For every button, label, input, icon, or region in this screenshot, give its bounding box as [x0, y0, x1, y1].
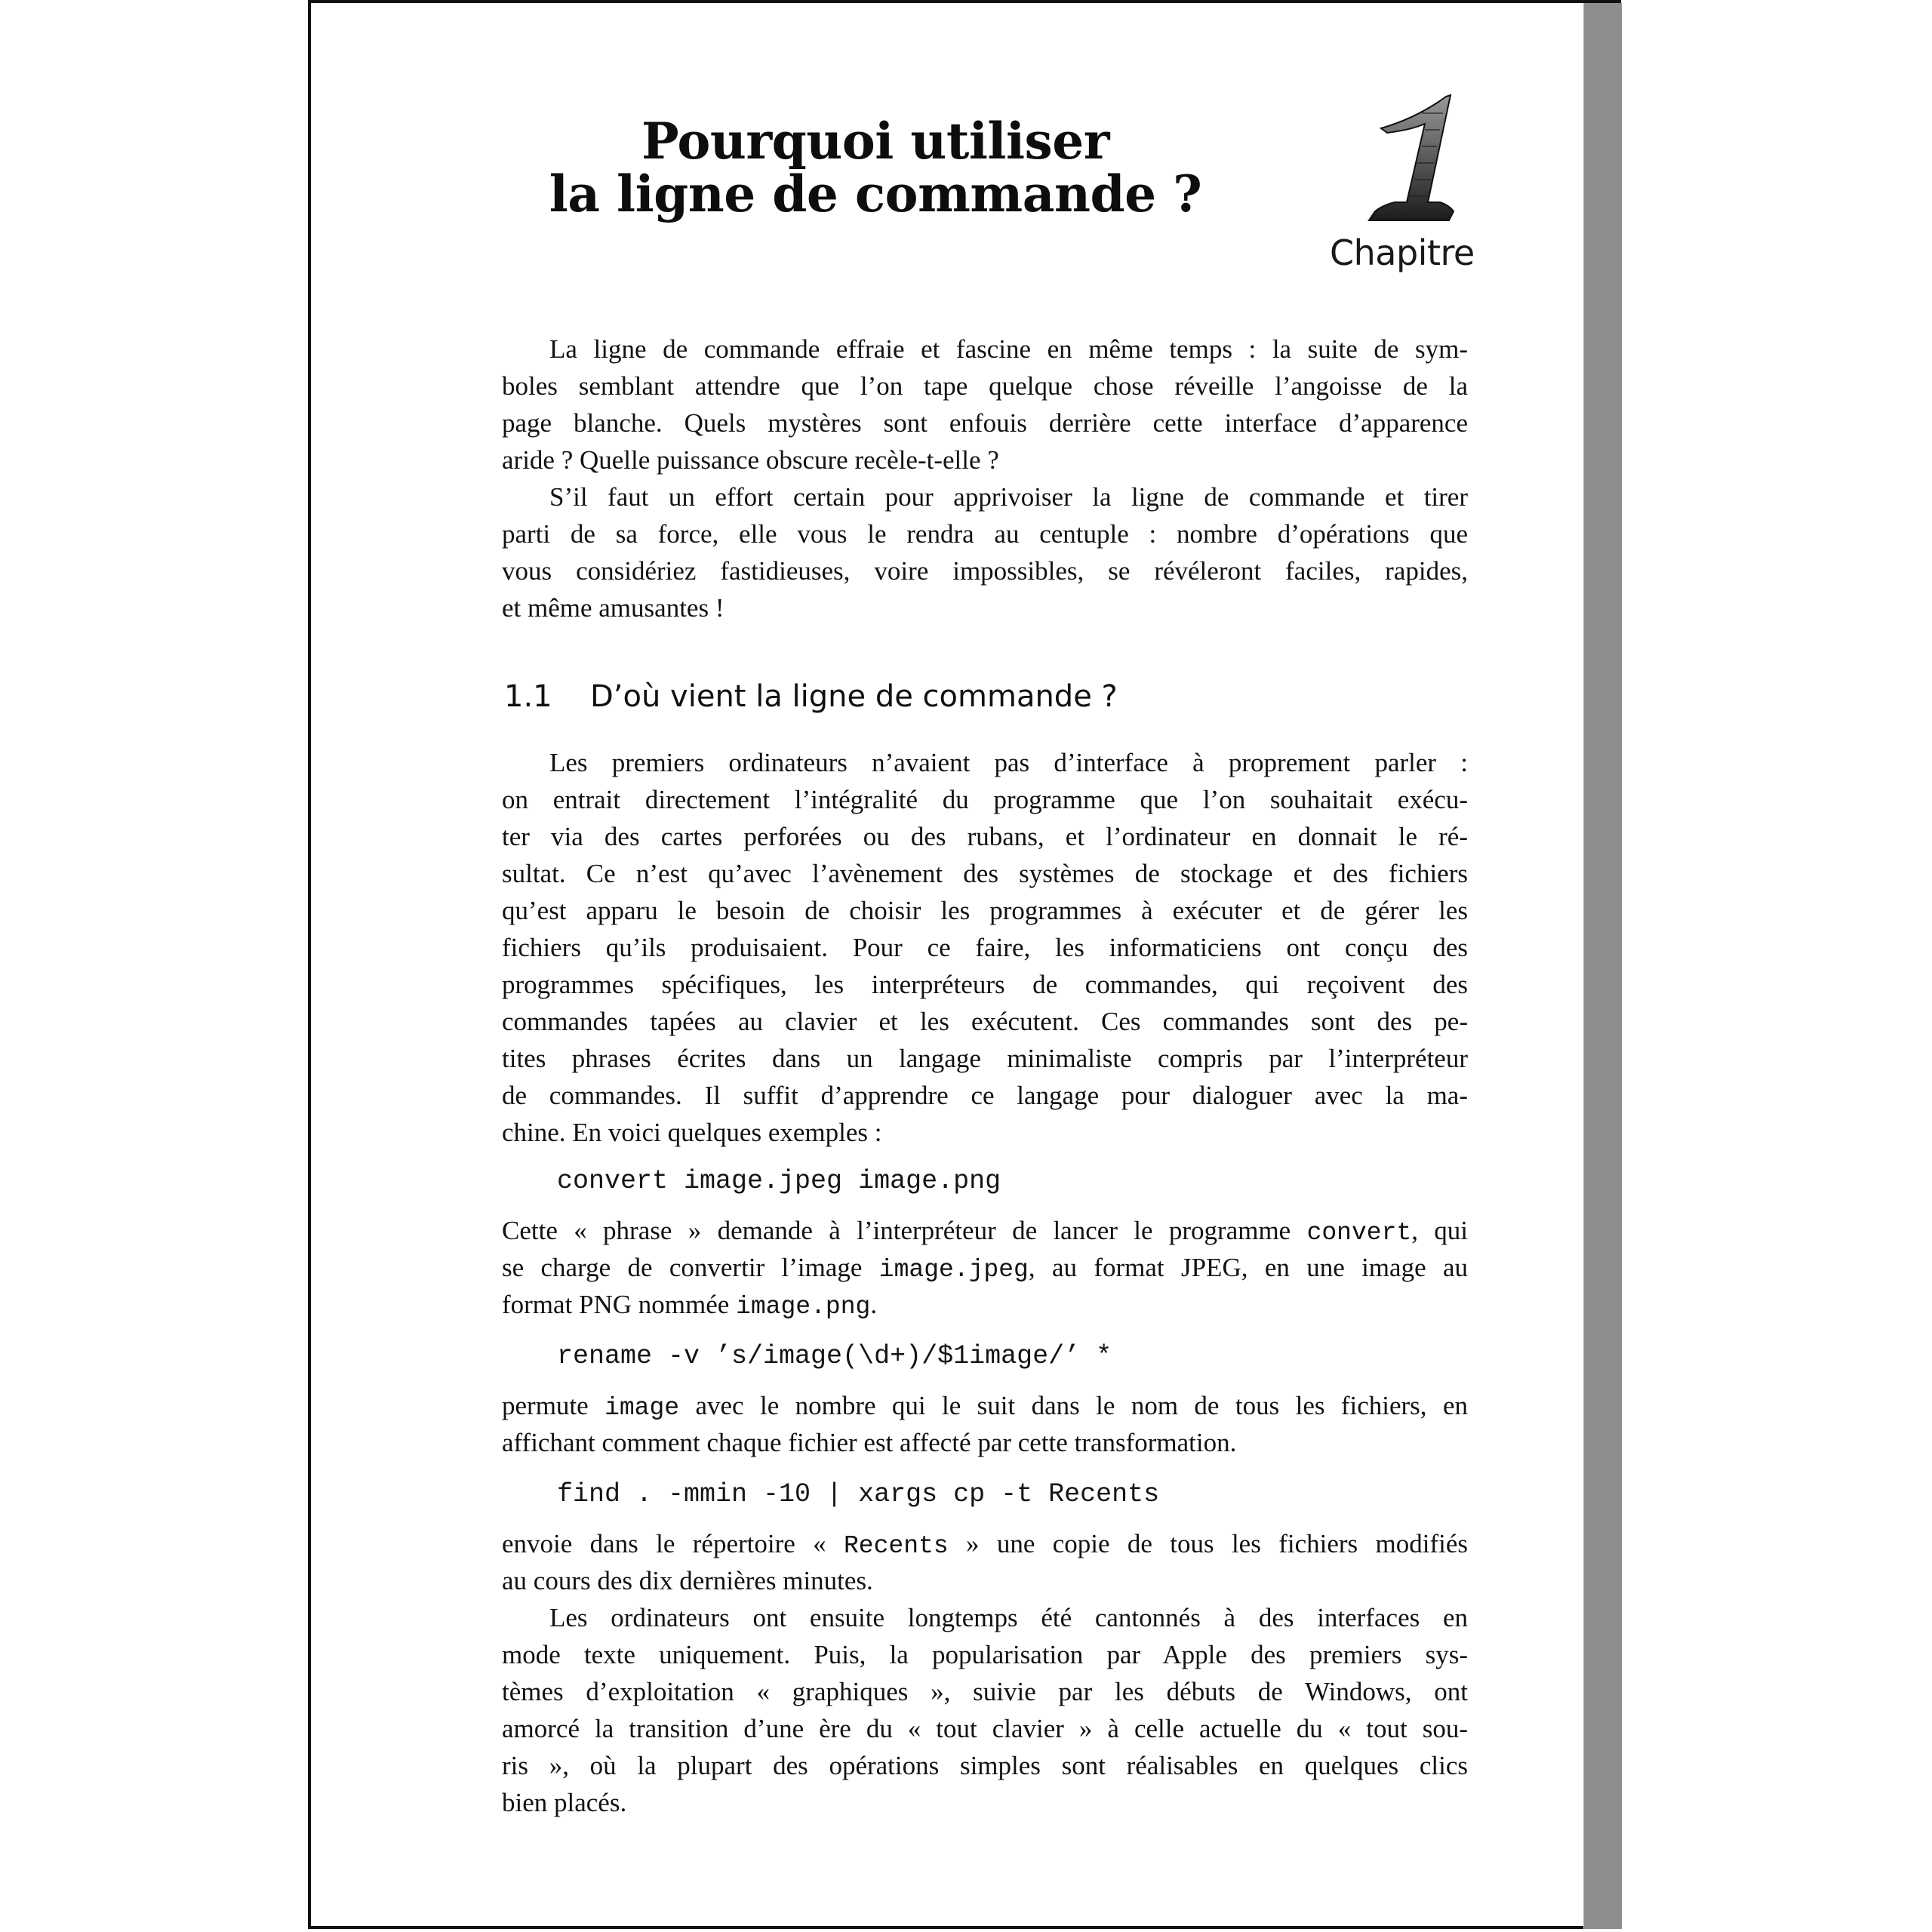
- code-example-convert: convert image.jpeg image.png: [557, 1166, 1001, 1196]
- text-line: qu’est apparu le besoin de choisir les programmes à exécuter et de gérer les: [502, 896, 1468, 925]
- text-line: Les premiers ordinateurs n’avaient pas d’interface à proprement parler :: [549, 748, 1468, 777]
- text-line: vous considériez fastidieuses, voire impossibles, se révéleront faciles, rapides,: [502, 556, 1468, 586]
- text-line: Cette « phrase » demande à l’interpréteur de lancer le programme convert, qui: [502, 1216, 1469, 1247]
- text-line: on entrait directement l’intégralité du programme que l’on souhaitait exécu-: [502, 785, 1468, 814]
- chapter-title-line-2: la ligne de commande ?: [549, 165, 1202, 223]
- chapter-title-line-1: Pourquoi utiliser: [641, 112, 1109, 171]
- text-line: tèmes d’exploitation « graphiques », suivie par les débuts de Windows, ont: [502, 1677, 1468, 1706]
- text-line: ris », où la plupart des opérations simples sont réalisables en quelques clics: [502, 1751, 1468, 1780]
- text-line: tites phrases écrites dans un langage minimaliste compris par l’interpréteur: [502, 1044, 1468, 1073]
- text-line: commandes tapées au clavier et les exécutent. Ces commandes sont des pe-: [502, 1007, 1468, 1036]
- text-line: S’il faut un effort certain pour apprivoiser la ligne de commande et tirer: [549, 482, 1468, 512]
- text-line: chine. En voici quelques exemples :: [502, 1118, 882, 1147]
- text-line: de commandes. Il suffit d’apprendre ce langage pour dialoguer avec la ma-: [502, 1081, 1468, 1110]
- text-line: sultat. Ce n’est qu’avec l’avènement des systèmes de stockage et des fichiers: [502, 859, 1468, 888]
- text-line: Les ordinateurs ont ensuite longtemps été cantonnés à des interfaces en: [549, 1603, 1468, 1632]
- text-line: format PNG nommée image.png.: [502, 1290, 878, 1321]
- chapter-thumb-tab: [1583, 3, 1622, 1929]
- text-line: amorcé la transition d’une ère du « tout clavier » à celle actuelle du « tout sou-: [502, 1714, 1468, 1743]
- section-number: 1.1: [504, 679, 552, 714]
- text-line: boles semblant attendre que l’on tape quelque chose réveille l’angoisse de la: [502, 371, 1468, 401]
- text-line: page blanche. Quels mystères sont enfouis derrière cette interface d’apparence: [502, 408, 1468, 438]
- text-line: au cours des dix dernières minutes.: [502, 1566, 873, 1595]
- text-line: programmes spécifiques, les interpréteurs de commandes, qui reçoivent des: [502, 970, 1468, 999]
- text-line: mode texte uniquement. Puis, la popularisation par Apple des premiers sys-: [502, 1640, 1468, 1669]
- section-heading: [504, 675, 1118, 718]
- chapter-label: Chapitre: [1330, 232, 1475, 273]
- text-line: et même amusantes !: [502, 593, 724, 623]
- section-title: D’où vient la ligne de commande ?: [590, 679, 1118, 714]
- chapter-number-icon: [1364, 89, 1463, 232]
- text-line: La ligne de commande effraie et fascine en même temps : la suite de sym-: [549, 334, 1468, 364]
- text-line: se charge de convertir l’image image.jpeg, au format JPEG, en une image au: [502, 1253, 1468, 1284]
- text-line: permute image avec le nombre qui le suit dans le nom de tous les fichiers, en: [502, 1391, 1468, 1422]
- text-line: aride ? Quelle puissance obscure recèle-t-elle ?: [502, 445, 999, 475]
- text-line: parti de sa force, elle vous le rendra au centuple : nombre d’opérations que: [502, 519, 1468, 549]
- text-line: ter via des cartes perforées ou des rubans, et l’ordinateur en donnait le ré-: [502, 822, 1468, 851]
- text-line: fichiers qu’ils produisaient. Pour ce faire, les informaticiens ont conçu des: [502, 933, 1468, 962]
- text-line: affichant comment chaque fichier est affecté par cette transformation.: [502, 1428, 1237, 1457]
- text-line: envoie dans le répertoire « Recents » une copie de tous les fichiers modifiés: [502, 1529, 1468, 1560]
- text-line: bien placés.: [502, 1788, 627, 1817]
- code-example-find: find . -mmin -10 | xargs cp -t Recents: [557, 1479, 1160, 1509]
- code-example-rename: rename -v ’s/image(\d+)/$1image/’ *: [557, 1341, 1112, 1371]
